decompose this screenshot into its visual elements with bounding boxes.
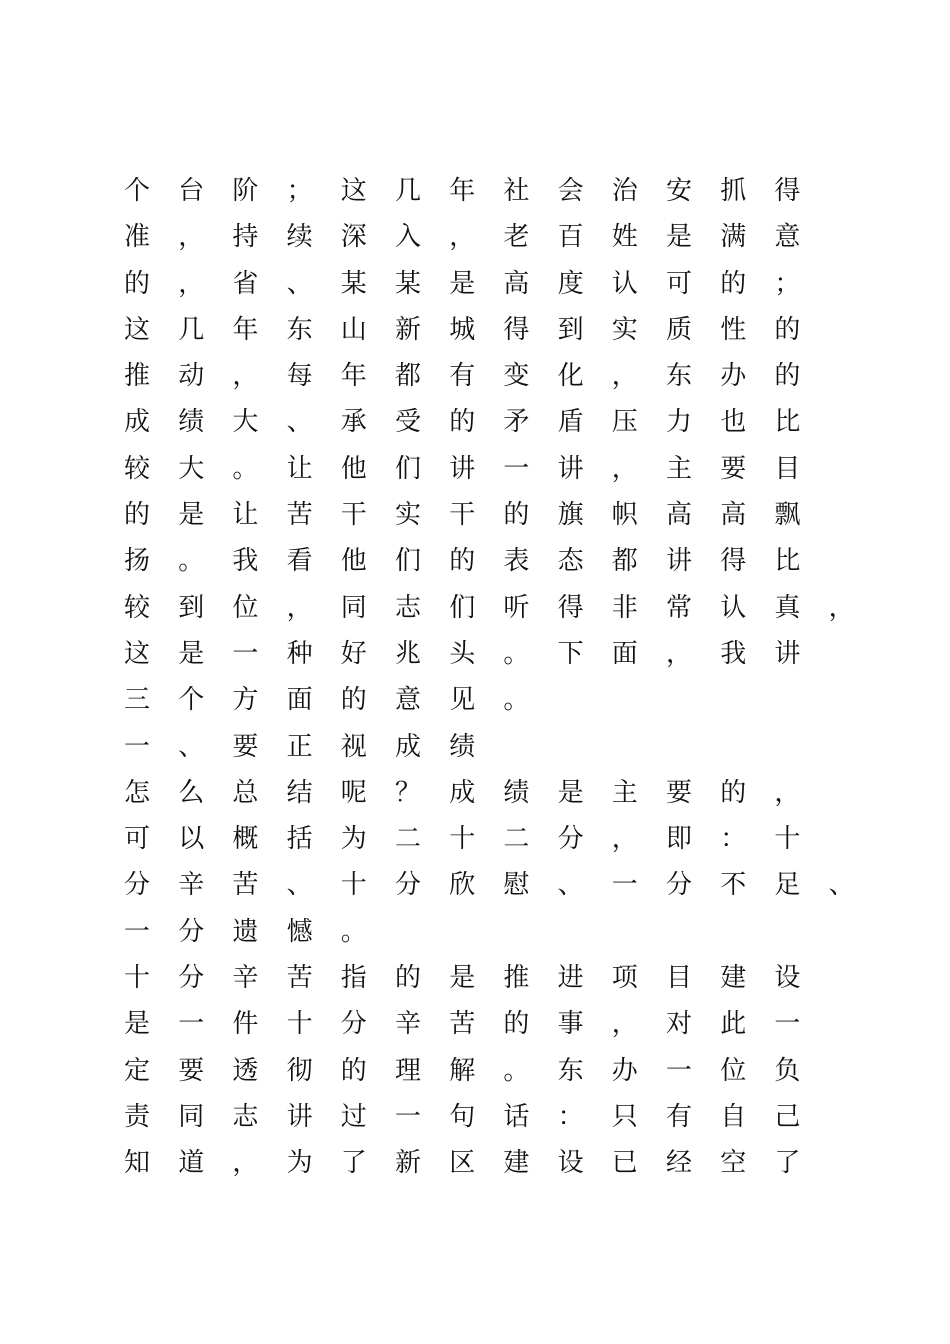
text-line-10: 较到位，同志们听得非常认真， — [124, 592, 883, 623]
text-line-9: 扬。我看他们的表态都讲得比 — [124, 546, 829, 577]
text-line-6: 成绩大、承受的矛盾压力也比 — [124, 407, 829, 438]
text-line-21: 责同志讲过一句话：只有自己 — [124, 1101, 829, 1132]
text-line-11: 这是一种好兆头。下面，我讲 — [124, 638, 829, 669]
text-line-5: 推动，每年都有变化，东办的 — [124, 361, 829, 392]
text-line-15: 可以概括为二十二分，即：十 — [124, 824, 829, 855]
text-line-20: 定要透彻的理解。东办一位负 — [124, 1055, 829, 1086]
text-line-19: 是一件十分辛苦的事，对此一 — [124, 1009, 829, 1040]
text-line-17: 一分遗憾。 — [124, 916, 396, 947]
text-line-18: 十分辛苦指的是推进项目建设 — [124, 963, 829, 994]
text-line-1: 个台阶；这几年社会治安抓得 — [124, 176, 829, 206]
text-line-14: 怎么总结呢？成绩是主要的， — [124, 777, 829, 808]
text-line-3: 的，省、某某是高度认可的； — [124, 268, 829, 299]
section-heading: 一、要正视成绩 — [124, 731, 504, 762]
text-line-16: 分辛苦、十分欣慰、一分不足、 — [124, 870, 883, 901]
text-line-12: 三个方面的意见。 — [124, 685, 558, 716]
text-line-22: 知道，为了新区建设已经空了 — [124, 1148, 829, 1179]
text-line-2: 准，持续深入，老百姓是满意 — [124, 222, 829, 253]
text-line-8: 的是让苦干实干的旗帜高高飘 — [124, 500, 829, 531]
text-line-4: 这几年东山新城得到实质性的 — [124, 314, 829, 345]
text-line-7: 较大。让他们讲一讲，主要目 — [124, 453, 829, 484]
document-body — [124, 168, 883, 1187]
